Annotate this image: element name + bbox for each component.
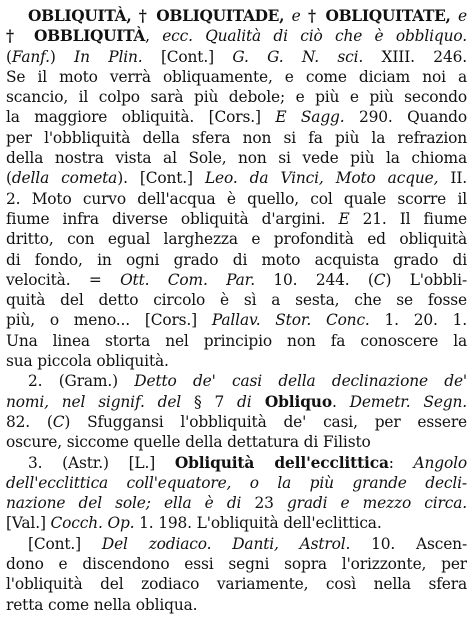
entry-line (6, 331, 467, 351)
entry-line (6, 493, 467, 513)
headword: † OBBLIQUITÀ (6, 27, 146, 46)
entry-line (6, 453, 467, 473)
text-segment: 290. Quando (344, 108, 467, 127)
entry-line (6, 310, 467, 330)
text-segment: velocità. = (6, 270, 121, 289)
text-segment: dritto, con egual larghezza e profondità ed obliquità (6, 230, 467, 249)
italic-text: G. G. N. sci. (232, 47, 364, 66)
entry-line (6, 209, 467, 229)
text-segment: quità del detto circolo è sì a sesta, che se fosse (6, 291, 467, 310)
italic-text: nomi, nel signif. del (6, 392, 182, 411)
text-segment: la maggiore obliquità. [Cors.] (6, 108, 276, 127)
text-segment: . (331, 392, 350, 411)
italic-text: Cocch. Op. (50, 514, 135, 533)
headword: OBLIQUITÀ, † OBLIQUITADE, (28, 7, 292, 25)
entry-line (6, 351, 467, 371)
text-segment: ( (6, 169, 12, 188)
text-segment: [Cont.] (28, 534, 102, 553)
italic-text: Demetr. Segn. (349, 392, 467, 411)
text-segment: ). [Cont.] (117, 169, 205, 188)
text-segment: dono e discendono essi segni sopra l'orizzonte, per (6, 555, 467, 574)
italic-text: della cometa (11, 169, 118, 188)
entry-line (6, 87, 467, 107)
text-segment: § 7 (181, 392, 238, 411)
text-segment: 82. ( (6, 412, 53, 431)
text-segment: , (145, 27, 163, 46)
text-segment: di fondo, in ogni grado di moto acquista grado di (6, 250, 467, 269)
entry-line (6, 67, 467, 87)
text-segment: fiume infra diverse obliquità d'argini. (6, 209, 339, 228)
text-segment: 2. Moto curvo dell'acqua è quello, col quale scorre il (6, 189, 467, 208)
text-segment: ( (6, 47, 12, 66)
headword: † OBLIQUITATE, (300, 7, 459, 25)
entry-line (6, 554, 467, 574)
text-segment: 10. Ascen- (350, 534, 467, 553)
text-segment: 1. 198. L'obliquità dell'eclittica. (134, 514, 382, 533)
bold-term: Obliquo (251, 392, 332, 411)
text-segment: sua piccola obliquità. (6, 352, 169, 371)
text-segment: : (388, 453, 414, 472)
entry-line (6, 473, 467, 493)
entry-line (6, 26, 467, 46)
bold-term: Obliquità dell'ecclittica (174, 453, 389, 472)
text-segment: II. (438, 169, 467, 188)
italic-text: Leo. da Vinci, Moto acque, (204, 169, 439, 188)
italic-text: In Plin. (74, 47, 143, 66)
text-segment: ) L'obbli- (385, 270, 467, 289)
text-segment: ) Sfuggansi l'obbliquità de' casi, per essere (64, 412, 467, 431)
italic-text: E Sagg. (275, 108, 345, 127)
text-segment: 23 (241, 494, 287, 513)
text-segment: 10. 244. ( (254, 270, 374, 289)
italic-text: E (338, 209, 350, 228)
entry-line (6, 412, 467, 432)
text-segment: [Cont.] (142, 47, 233, 66)
italic-text: gradi e mezzo circa. (286, 494, 467, 513)
entry-line (6, 595, 467, 615)
italic-text: Detto de' casi della declinazione de' (134, 372, 467, 391)
italic-text: di (237, 392, 252, 411)
italic-text: Pallav. Stor. Conc. (211, 311, 370, 330)
entry-line (6, 371, 467, 391)
italic-text: Fanf. (11, 47, 50, 66)
italic-text: e (458, 7, 467, 25)
text-segment: più, o meno... [Cors.] (6, 311, 212, 330)
text-segment: 3. (Astr.) [L.] (28, 453, 175, 472)
entry-line (6, 168, 467, 188)
text-segment: 1. 20. 1. (369, 311, 467, 330)
entry-line (6, 290, 467, 310)
text-segment: scancio, il colpo sarà più debole; e più e più secondo (6, 88, 467, 107)
italic-text: dell'ecclittica coll'equatore, o la più grande decli- (6, 473, 467, 492)
text-segment: Se il moto verrà obliquamente, e come diciam noi a (6, 67, 467, 86)
italic-text: Del zodiaco. Danti, Astrol. (101, 534, 351, 553)
text-segment: retta come nella obliqua. (6, 595, 198, 614)
entry-line (6, 229, 467, 249)
entry-line (6, 574, 467, 594)
text-segment: XIII. 246. (363, 47, 467, 66)
italic-text: Ott. Com. Par. (120, 270, 255, 289)
text-segment: Una linea storta nel principio non fa conoscere la (6, 331, 467, 350)
text-segment: 21. Il fiume (349, 209, 467, 228)
entry-line (6, 432, 467, 452)
entry-line (6, 47, 467, 67)
entry-line (6, 6, 467, 26)
entry-line (6, 392, 467, 412)
entry-line (6, 513, 467, 533)
entry-line (6, 148, 467, 168)
text-segment: l'obliquità del zodiaco variamente, così nella sfera (6, 575, 467, 594)
entry-line (6, 270, 467, 290)
entry-line (6, 534, 467, 554)
italic-text: C (373, 270, 386, 289)
italic-text: e (291, 7, 301, 25)
text-segment: [Val.] (6, 514, 51, 533)
entry-line (6, 128, 467, 148)
text-segment: oscure, siccome quelle della dettatura di Filisto (6, 433, 371, 452)
entry-line (6, 189, 467, 209)
italic-text: C (52, 412, 65, 431)
dictionary-entry-obliquita (6, 6, 467, 615)
italic-text: Angolo (413, 453, 467, 472)
italic-text: nazione del sole; ella è di (6, 494, 242, 513)
text-segment: per l'obbliquità della sfera non si fa più la refrazion (6, 128, 467, 147)
entry-line (6, 250, 467, 270)
italic-text: ecc. Qualità di ciò che è obbliquo. (162, 27, 467, 46)
text-segment: ) (49, 47, 75, 66)
entry-line (6, 107, 467, 127)
text-segment: 2. (Gram.) (28, 372, 135, 391)
text-segment: della nostra vista al Sole, non si vede più la chioma (6, 149, 467, 168)
